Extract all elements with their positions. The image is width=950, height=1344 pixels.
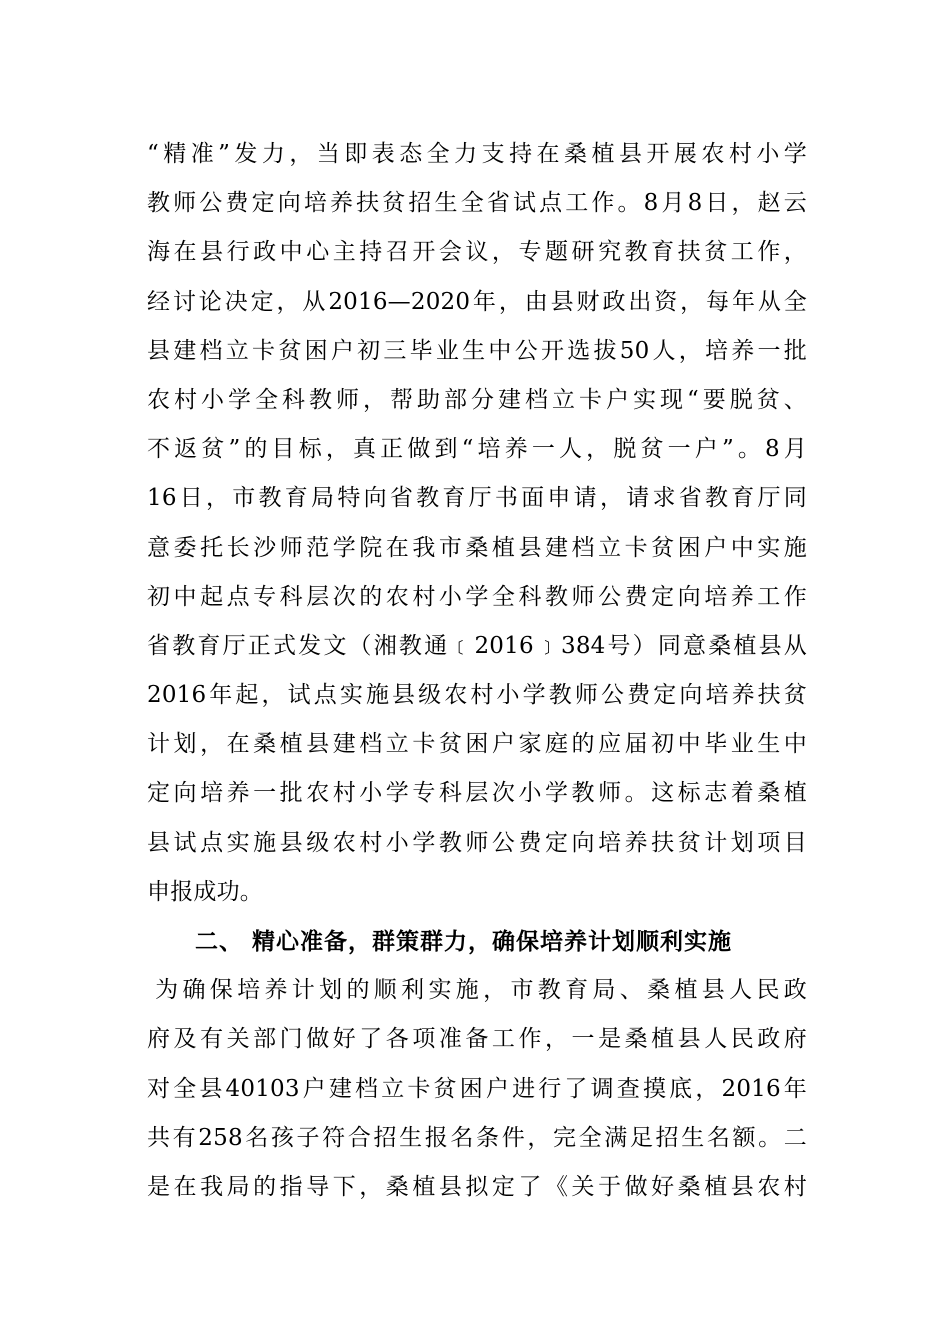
text-line: 共有258名孩子符合招生报名条件，完全满足招生名额。二 [147,1124,807,1151]
text-line: 对全县40103户建档立卡贫困户进行了调查摸底，2016年 [147,1075,807,1102]
text-line: 省教育厅正式发文（湘教通﹝2016﹞384号）同意桑植县从 [147,632,807,659]
text-line: 申报成功。 [147,878,263,905]
text-line: 定向培养一批农村小学专科层次小学教师。这标志着桑植 [147,780,807,807]
text-line: “精准”发力，当即表态全力支持在桑植县开展农村小学 [147,141,807,167]
text-line: 是在我局的指导下，桑植县拟定了《关于做好桑植县农村 [147,1173,807,1200]
text-line: 教师公费定向培养扶贫招生全省试点工作。8月8日，赵云 [147,190,807,217]
text-line: 海在县行政中心主持召开会议，专题研究教育扶贫工作， [147,239,807,266]
text-line: 县建档立卡贫困户初三毕业生中公开选拔50人，培养一批 [147,337,807,364]
text-line: 农村小学全科教师，帮助部分建档立卡户实现“要脱贫、 [147,386,807,413]
text-line: 计划，在桑植县建档立卡贫困户家庭的应届初中毕业生中 [147,731,807,758]
text-line: 2016年起，试点实施县级农村小学教师公费定向培养扶贫 [147,682,807,709]
text-line: 县试点实施县级农村小学教师公费定向培养扶贫计划项目 [147,829,807,856]
text-line-first: 为确保培养计划的顺利实施，市教育局、桑植县人民政 [151,977,807,1004]
text-line: 初中起点专科层次的农村小学全科教师公费定向培养工作 [147,583,807,610]
text-line [147,966,807,1015]
paragraph-1 [147,130,807,917]
text-line: 意委托长沙师范学院在我市桑植县建档立卡贫困户中实施 [147,534,807,561]
text-line: 不返贫”的目标，真正做到“培养一人，脱贫一户”。8月 [147,436,807,463]
section-heading: 二、 精心准备，群策群力，确保培养计划顺利实施 [195,928,733,955]
document-page [147,130,807,1212]
text-line: 经讨论决定，从2016—2020年，由县财政出资，每年从全 [147,288,807,315]
paragraph-2 [147,966,807,1212]
text-line: 府及有关部门做好了各项准备工作，一是桑植县人民政府 [147,1026,807,1053]
text-line: 16日，市教育局特向省教育厅书面申请，请求省教育厅同 [147,485,807,512]
